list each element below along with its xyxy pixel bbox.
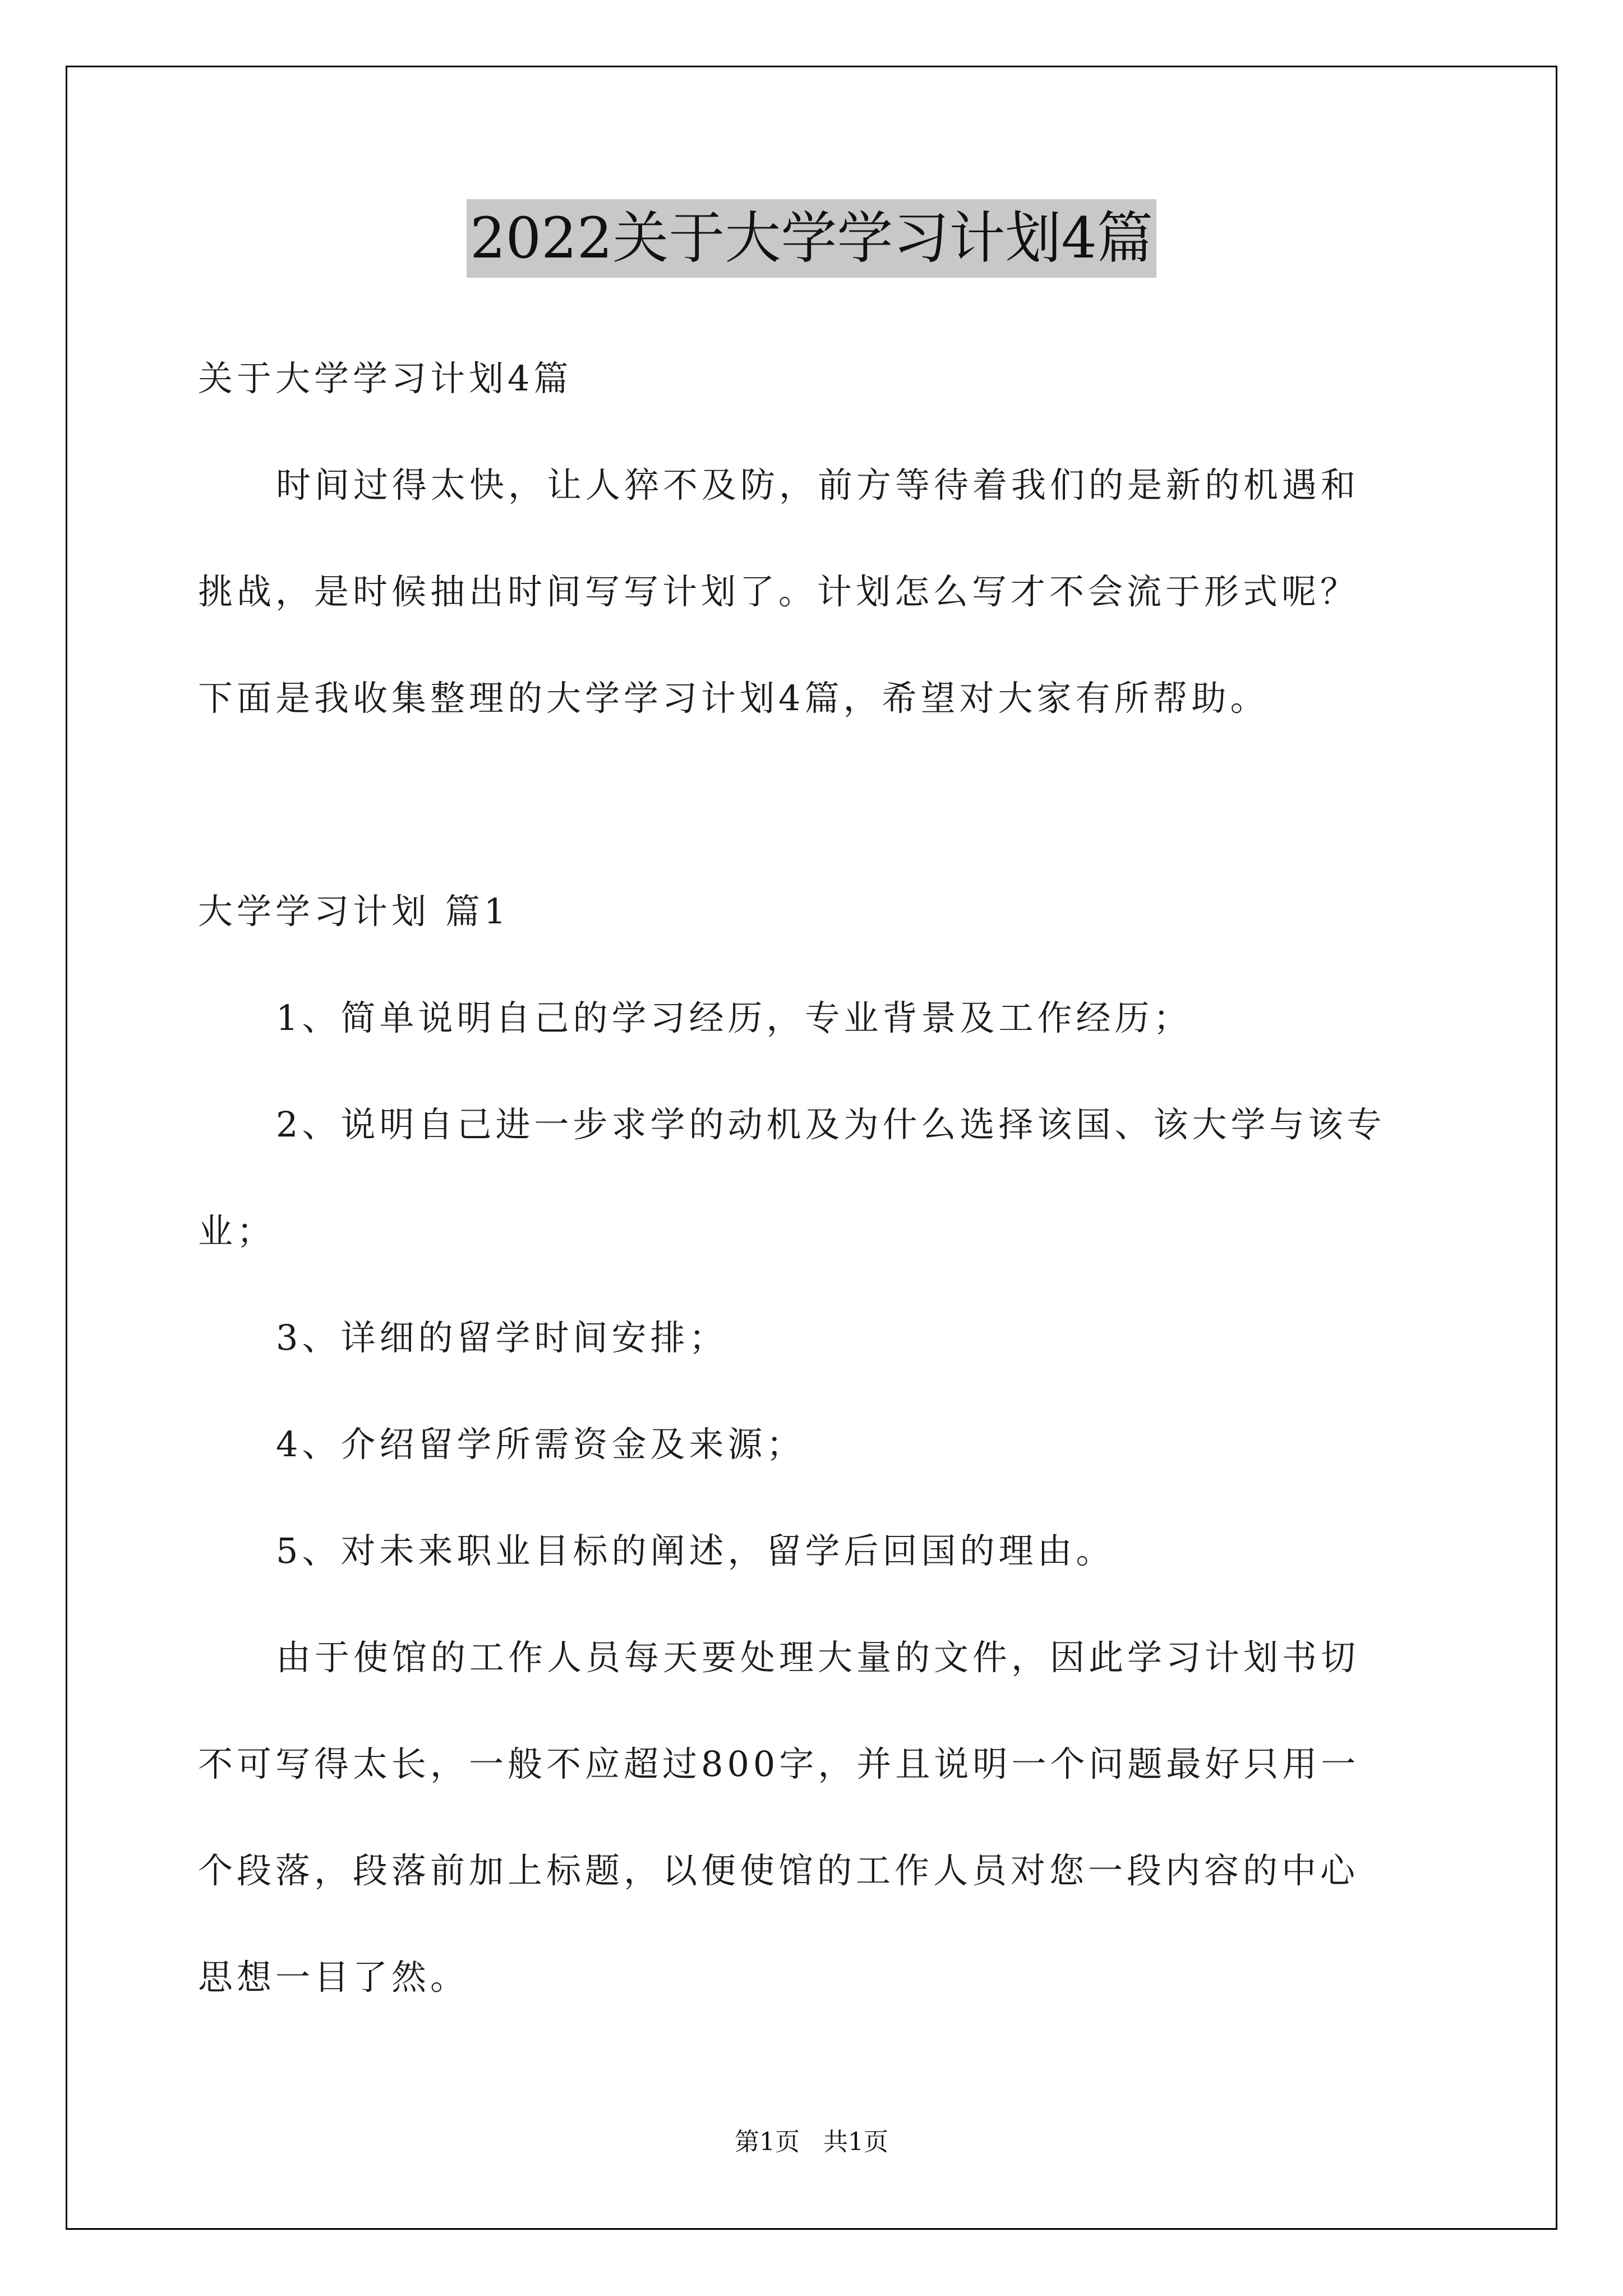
list-item-2-continued: 业； — [198, 1211, 276, 1251]
intro-line-3: 下面是我收集整理的大学学习计划4篇，希望对大家有所帮助。 — [198, 678, 1269, 719]
title-container — [0, 199, 1623, 278]
closing-line-3: 个段落，段落前加上标题，以便使馆的工作人员对您一段内容的中心 — [198, 1850, 1359, 1891]
list-item-4: 4、介绍留学所需资金及来源； — [276, 1424, 805, 1465]
section-heading: 大学学习计划 篇1 — [198, 891, 510, 932]
page-number: 第1页 — [735, 2128, 800, 2156]
list-item-3: 3、详细的留学时间安排； — [276, 1317, 728, 1358]
closing-line-2: 不可写得太长，一般不应超过800字，并且说明一个问题最好只用一 — [198, 1743, 1360, 1784]
list-item-5: 5、对未来职业目标的阐述，留学后回国的理由。 — [276, 1530, 1115, 1571]
page-footer — [0, 2122, 1623, 2157]
list-item-2: 2、说明自己进一步求学的动机及为什么选择该国、该大学与该专 — [276, 1104, 1386, 1145]
subtitle: 关于大学学习计划4篇 — [198, 358, 573, 399]
page-total: 共1页 — [823, 2128, 888, 2156]
document-title: 2022关于大学学习计划4篇 — [467, 199, 1156, 278]
list-item-1: 1、简单说明自己的学习经历，专业背景及工作经历； — [276, 997, 1192, 1038]
closing-line-1: 由于使馆的工作人员每天要处理大量的文件，因此学习计划书切 — [276, 1637, 1360, 1678]
intro-line-1: 时间过得太快，让人猝不及防，前方等待着我们的是新的机遇和 — [276, 464, 1360, 505]
closing-line-4: 思想一目了然。 — [198, 1957, 469, 1998]
intro-line-2: 挑战，是时候抽出时间写写计划了。计划怎么写才不会流于形式呢？ — [198, 571, 1359, 612]
